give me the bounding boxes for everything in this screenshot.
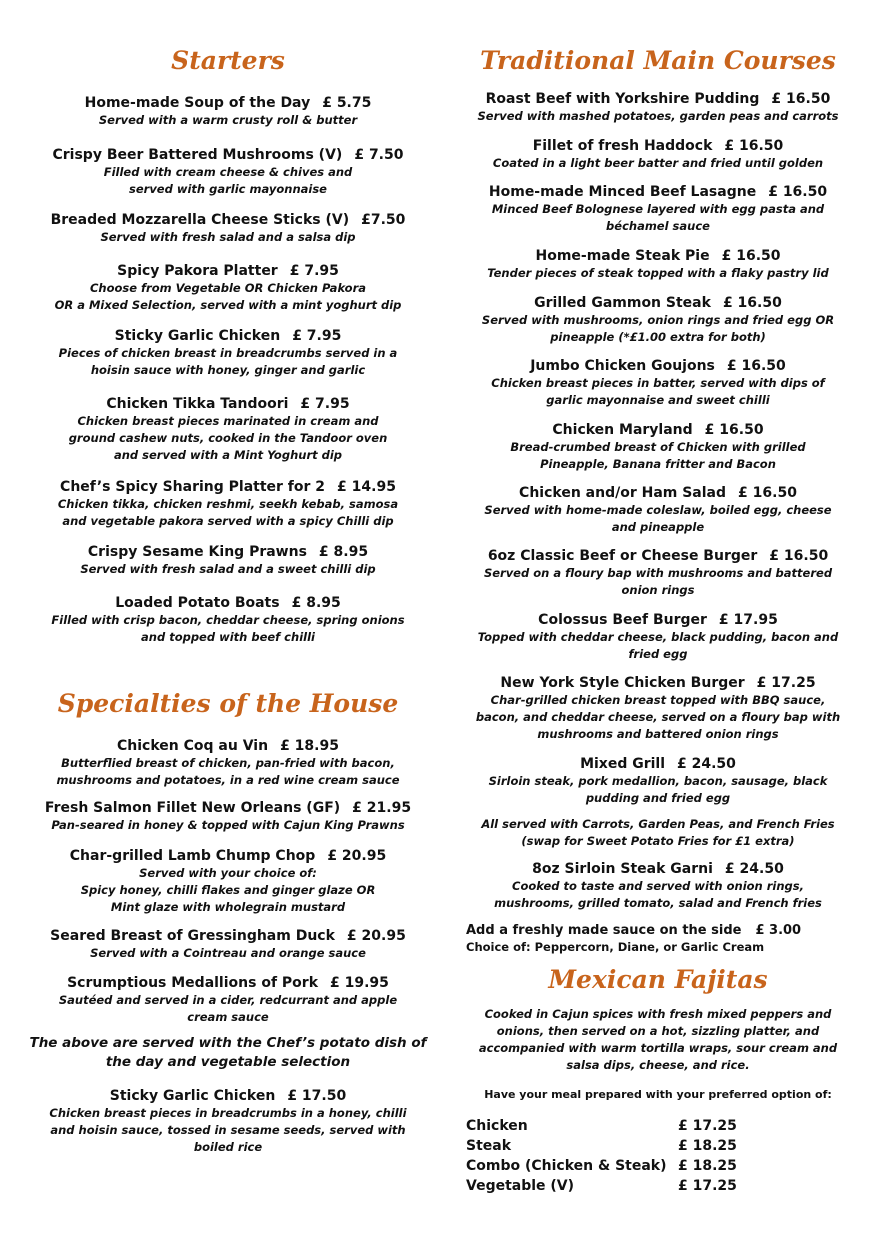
option-price: £ 18.25 [678,1138,737,1154]
item-title: 6oz Classic Beef or Cheese Burger [487,548,758,564]
menu-item-name [458,357,858,375]
item-description: pudding and fried egg [585,791,731,805]
menu-item-name [458,183,858,201]
item-price: £ 18.95 [280,738,339,754]
item-description: pineapple (*£1.00 extra for both) [550,330,766,344]
option-price: £ 17.25 [678,1178,737,1194]
item-description: Tender pieces of steak topped with a flaky pastry lid [487,266,829,280]
item-description: Choose from Vegetable OR Chicken Pakora [89,281,367,295]
item-description: and pineapple [611,520,705,534]
item-description: mushrooms and potatoes, in a red wine cream sauce [56,773,400,787]
menu-item-name [28,395,428,413]
prompt-text: Have your meal prepared with your preferred option of: [484,1088,832,1101]
item-title: Loaded Potato Boats [115,595,280,611]
item-price: £ 16.50 [769,548,829,564]
menu-item-name [28,478,428,496]
specialty-item [28,974,428,1026]
item-description: mushrooms, grilled tomato, salad and French fries [494,896,822,910]
item-description: Coated in a light beer batter and fried until golden [492,156,824,170]
item-description: Pineapple, Banana fritter and Bacon [540,457,776,471]
starter-item [28,146,428,198]
item-description: Served with mushrooms, onion rings and fried egg OR [481,313,835,327]
option-name: Vegetable (V) [466,1178,575,1194]
item-description: mushrooms and battered onion rings [537,727,779,741]
item-title: Home-made Soup of the Day [84,95,311,111]
item-description: Served with fresh salad and a sweet chilli dip [80,562,376,576]
menu-item-name [458,611,858,629]
note-line: All served with Carrots, Garden Peas, and French Fries [481,817,835,831]
description-line: Cooked in Cajun spices with fresh mixed peppers and [484,1007,832,1021]
menu-item-name [458,484,858,502]
menu-item-name [458,674,858,692]
option-name: Chicken [466,1118,528,1134]
item-price: £ 16.50 [724,138,784,154]
item-description: and served with a Mint Yoghurt dip [113,448,343,462]
menu-item-name [458,860,858,878]
sauce-block [466,922,856,955]
item-price: £ 17.25 [756,675,816,691]
starter-item [28,594,428,646]
item-price: £ 7.95 [292,328,342,344]
item-description: Cooked to taste and served with onion rings, [512,879,804,893]
item-price: £ 16.50 [704,422,764,438]
item-description: Served with a warm crusty roll & butter [98,113,358,127]
item-price: £ 16.50 [722,295,782,311]
item-description: fried egg [628,647,688,661]
starter-item [28,211,428,246]
item-price: £ 14.95 [337,479,396,495]
fajitas-heading: Mexican Fajitas [548,965,768,994]
item-description: bacon, and cheddar cheese, served on a floury bap with [475,710,841,724]
item-description: Sirloin steak, pork medallion, bacon, sausage, black [488,774,828,788]
main-course-item [458,860,858,912]
menu-item-name [28,146,428,164]
item-description: onion rings [621,583,695,597]
item-title: Seared Breast of Gressingham Duck [50,928,335,944]
main-course-item [458,484,858,536]
menu-item-name [458,90,858,108]
menu-item-name [28,327,428,345]
item-description: Chicken tikka, chicken reshmi, seekh kebab, samosa [57,497,399,511]
item-description: and topped with beef chilli [141,630,315,644]
specialty-item [28,737,428,789]
sauce-choices: Choice of: Peppercorn, Diane, or Garlic Cream [466,940,765,954]
item-description: Served with fresh salad and a salsa dip [100,230,356,244]
item-description: Chicken breast pieces in batter, served with dips of [491,376,825,390]
specialty-item [28,927,428,962]
starter-item [28,543,428,578]
starter-item [28,262,428,314]
item-description: garlic mayonnaise and sweet chilli [546,393,770,407]
item-title: Chicken and/or Ham Salad [519,485,727,501]
item-price: £ 24.50 [724,861,784,877]
item-description: Mint glaze with wholegrain mustard [110,900,346,914]
item-description: ground cashew nuts, cooked in the Tandoor oven [68,431,388,445]
item-price: £ 7.95 [300,396,350,412]
menu-item-name [28,1087,428,1105]
main-course-item [458,421,858,473]
menu-item-name [28,927,428,945]
mains-note [458,816,858,850]
item-title: Chicken Coq au Vin [117,738,269,754]
specialties-heading: Specialties of the House [57,689,399,718]
item-description: and hoisin sauce, tossed in sesame seeds, served with [50,1123,406,1137]
description-line: onions, then served on a hot, sizzling platter, and [496,1024,820,1038]
main-course-item [458,674,858,743]
item-description: and vegetable pakora served with a spicy Chilli dip [62,514,394,528]
starter-item [28,395,428,464]
item-description: Served on a floury bap with mushrooms and battered [483,566,833,580]
item-price: £ 17.50 [287,1088,347,1104]
item-price: £ 21.95 [352,800,412,816]
item-description: Served with your choice of: [139,866,317,880]
item-description: Pieces of chicken breast in breadcrumbs served in a [58,346,398,360]
item-title: 8oz Sirloin Steak Garni [532,861,713,877]
menu-item-name [458,294,858,312]
item-price: £ 16.50 [768,184,828,200]
menu-item-name [28,737,428,755]
menu-item-name [458,547,858,565]
item-price: £ 16.50 [721,248,781,264]
main-course-item [458,357,858,409]
item-description: OR a Mixed Selection, served with a mint yoghurt dip [54,298,402,312]
item-title: Crispy Sesame King Prawns [87,544,307,560]
option-name: Combo (Chicken & Steak) [466,1158,667,1174]
menu-item-name [28,974,428,992]
item-price: £ 7.95 [289,263,339,279]
menu-item-name [458,755,858,773]
menu-item-name [458,421,858,439]
item-title: Fresh Salmon Fillet New Orleans (GF) [44,800,341,816]
description-line: salsa dips, cheese, and rice. [566,1058,750,1072]
menu-item-name [28,262,428,280]
option-price: £ 17.25 [678,1118,737,1134]
item-price: £ 8.95 [291,595,341,611]
menu-item-name [28,543,428,561]
menu-item-name [458,247,858,265]
item-description: cream sauce [187,1010,269,1024]
item-title: Roast Beef with Yorkshire Pudding [485,91,760,107]
item-price: £ 17.95 [718,612,778,628]
item-title: Breaded Mozzarella Cheese Sticks (V) [50,212,350,228]
starter-item [28,478,428,530]
item-title: Colossus Beef Burger [538,612,707,628]
starter-item [28,327,428,379]
item-title: New York Style Chicken Burger [500,675,745,691]
note-line: (swap for Sweet Potato Fries for £1 extra) [521,834,795,848]
item-title: Sticky Garlic Chicken [114,328,281,344]
item-description: Topped with cheddar cheese, black pudding, bacon and [477,630,839,644]
item-title: Char-grilled Lamb Chump Chop [69,848,316,864]
sauce-price: £ 3.00 [755,923,802,938]
menu-item-name [458,137,858,155]
menu-item-name [28,594,428,612]
mains-heading: Traditional Main Courses [480,46,836,75]
specialties-note [28,1034,428,1072]
item-title: Fillet of fresh Haddock [532,138,713,154]
item-title: Mixed Grill [580,756,666,772]
main-course-item [458,137,858,172]
main-course-item [458,755,858,807]
specialty-item [28,799,428,834]
item-description: Bread-crumbed breast of Chicken with grilled [510,440,806,454]
specialty-item [28,847,428,916]
main-course-item [458,247,858,282]
main-course-item [458,611,858,663]
item-description: Minced Beef Bolognese layered with egg pasta and [491,202,825,216]
item-description: Sautéed and served in a cider, redcurrant and apple [58,993,398,1007]
item-description: Filled with crisp bacon, cheddar cheese, spring onions [51,613,405,627]
item-description: hoisin sauce with honey, ginger and garlic [90,363,366,377]
item-description: Filled with cream cheese & chives and [103,165,353,179]
item-description: Served with mashed potatoes, garden peas and carrots [477,109,839,123]
item-title: Chicken Maryland [552,422,693,438]
item-title: Chicken Tikka Tandoori [106,396,289,412]
note-line: the day and vegetable selection [105,1054,351,1070]
menu-item-name [28,847,428,865]
item-title: Chef’s Spicy Sharing Platter for 2 [60,479,326,495]
option-price: £ 18.25 [678,1158,737,1174]
item-price: £ 7.50 [354,147,404,163]
item-price: £ 5.75 [322,95,372,111]
item-price: £ 24.50 [677,756,736,772]
menu-item-name [28,211,428,229]
item-description: Spicy honey, chilli flakes and ginger glaze OR [80,883,376,897]
item-description: Butterflied breast of chicken, pan-fried with bacon, [61,756,395,770]
item-description: béchamel sauce [606,219,710,233]
item-description: Served with home-made coleslaw, boiled egg, cheese [484,503,832,517]
item-title: Grilled Gammon Steak [534,295,711,311]
note-line: The above are served with the Chef’s potato dish of [29,1035,427,1051]
menu-item-name [28,799,428,817]
item-price: £ 20.95 [327,848,387,864]
item-title: Sticky Garlic Chicken [109,1088,276,1104]
item-price: £ 16.50 [771,91,831,107]
item-description: Served with a Cointreau and orange sauce [90,946,366,960]
item-price: £ 16.50 [726,358,786,374]
main-course-item [458,294,858,346]
starters-heading: Starters [171,46,285,75]
item-title: Home-made Minced Beef Lasagne [488,184,757,200]
item-title: Scrumptious Medallions of Pork [67,975,318,991]
item-price: £ 16.50 [738,485,797,501]
item-description: served with garlic mayonnaise [129,182,327,196]
item-price: £ 20.95 [346,928,406,944]
item-title: Home-made Steak Pie [535,248,710,264]
item-title: Spicy Pakora Platter [117,263,278,279]
menu-item-name [28,94,428,112]
starter-item [28,94,428,129]
item-description: Pan-seared in honey & topped with Cajun King Prawns [51,818,405,832]
item-title: Jumbo Chicken Goujons [530,358,715,374]
item-description: Chicken breast pieces marinated in cream and [77,414,379,428]
option-name: Steak [466,1138,512,1154]
item-price: £ 19.95 [330,975,389,991]
item-price: £ 8.95 [318,544,369,560]
item-description: Char-grilled chicken breast topped with BBQ sauce, [490,693,826,707]
sauce-line [466,922,856,939]
fajitas-description [458,1006,858,1074]
main-course-item [458,547,858,599]
fajitas-prompt [458,1087,858,1103]
item-description: boiled rice [193,1140,263,1154]
item-price: £7.50 [361,212,406,228]
main-course-item [458,183,858,235]
sauce-text: Add a freshly made sauce on the side [466,923,742,938]
item-title: Crispy Beer Battered Mushrooms (V) [52,147,343,163]
item-description: Chicken breast pieces in breadcrumbs in a honey, chilli [49,1106,407,1120]
main-course-item [458,90,858,125]
description-line: accompanied with warm tortilla wraps, sour cream and [478,1041,838,1055]
specialty-item [28,1087,428,1156]
